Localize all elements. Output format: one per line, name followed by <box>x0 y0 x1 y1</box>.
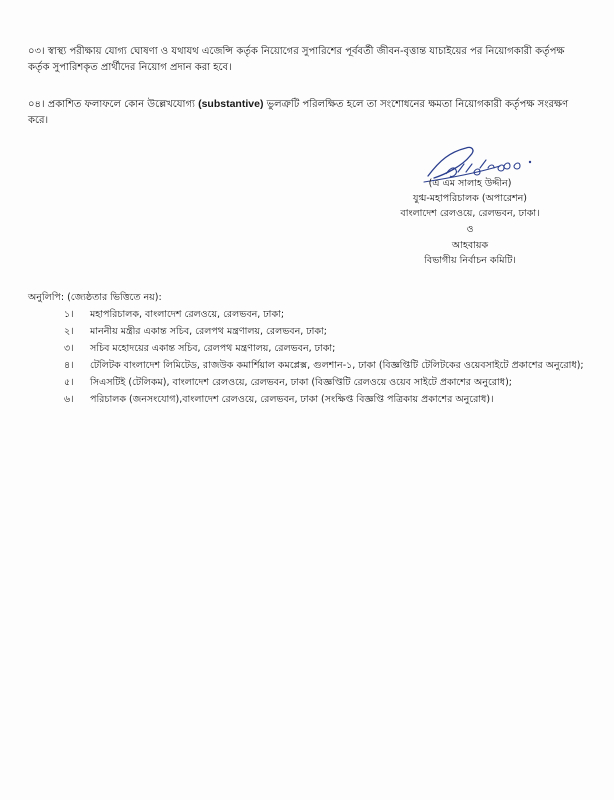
paragraph-03 <box>28 44 588 76</box>
paragraph-04-text-before: ০৪। প্রকাশিত ফলাফলে কোন উল্লেখযোগ্য <box>28 99 199 110</box>
list-item <box>64 392 584 408</box>
signatory-office: বাংলাদেশ রেলওয়ে, রেলভবন, ঢাকা। <box>400 208 540 219</box>
list-item-number: ৬। <box>64 394 74 405</box>
substantive-emphasis: (substantive) <box>198 98 264 110</box>
paragraph-03-text: ০৩। স্বাস্থ্য পরীক্ষায় যোগ্য ঘোষণা ও যথাযথ এজেন্সি কর্তৃক নিয়োগের সুপারিশের পূর্ববর্তী জীবন-বৃত্তান্ত যাচাইয়ের পর নিয়োগকারী কর্তৃপক্ষ কর্তৃক সুপারিশকৃত প্রার্থীদের নিয়োগ প্রদান করা হবে। <box>28 46 565 73</box>
signatory-committee: বিভাগীয় নির্বাচন কমিটি। <box>424 255 516 266</box>
list-item <box>64 375 584 391</box>
paragraph-04 <box>28 96 588 129</box>
paragraph-04-text-after: ভুলত্রুটি পরিলক্ষিত হলে তা সংশোধনের ক্ষমতা নিয়োগকারী কর্তৃপক্ষ সংরক্ষণ করে। <box>28 99 569 126</box>
list-item-text: টেলিটক বাংলাদেশ লিমিটেড, রাজউক কমার্শিয়াল কমপ্লেক্স, গুলশান-১, ঢাকা (বিজ্ঞপ্তিটি টেলিটকের ওয়েবসাইটে প্রকাশের অনুরোধ); <box>90 360 584 371</box>
list-item-text: মহাপরিচালক, বাংলাদেশ রেলওয়ে, রেলভবন, ঢাকা; <box>90 309 285 320</box>
copy-to-list <box>64 307 584 409</box>
list-item-number: ১। <box>64 309 74 320</box>
signatory-role: আহবায়ক <box>451 240 489 251</box>
list-item-number: ৫। <box>64 377 74 388</box>
list-item-text: মাননীয় মন্ত্রীর একান্ত সচিব, রেলপথ মন্ত্রণালয়, রেলভবন, ঢাকা; <box>90 326 328 337</box>
list-item <box>64 341 584 357</box>
signatory-name: (এ এম সালাহ উদ্দীন) <box>428 178 512 189</box>
list-item <box>64 307 584 323</box>
list-item-text: সিএসটিই (টেলিকম), বাংলাদেশ রেলওয়ে, রেলভবন, ঢাকা (বিজ্ঞপ্তিটি রেলওয়ে ওয়েব সাইটে প্রকাশের অনুরোধ); <box>90 377 512 388</box>
list-item-text: সচিব মহোদয়ের একান্ত সচিব, রেলপথ মন্ত্রণালয়, রেলভবন, ঢাকা; <box>90 343 336 354</box>
list-item <box>64 324 584 340</box>
list-item-text: পরিচালক (জনসংযোগ),বাংলাদেশ রেলওয়ে, রেলভবন, ঢাকা (সংক্ষিপ্ত বিজ্ঞপ্তি পত্রিকায় প্রকাশের অনুরোধ)। <box>90 394 494 405</box>
signatory-designation: যুগ্ম-মহাপরিচালক (অপারেশন) <box>412 193 527 204</box>
list-item <box>64 358 584 374</box>
list-item-number: ৩। <box>64 343 74 354</box>
signatory-conjunction: ও <box>466 224 474 235</box>
list-item-number: ২। <box>64 326 74 337</box>
copy-to-title: অনুলিপি: (জ্যেষ্ঠতার ভিত্তিতে নয়): <box>28 292 162 303</box>
list-item-number: ৪। <box>64 360 74 371</box>
